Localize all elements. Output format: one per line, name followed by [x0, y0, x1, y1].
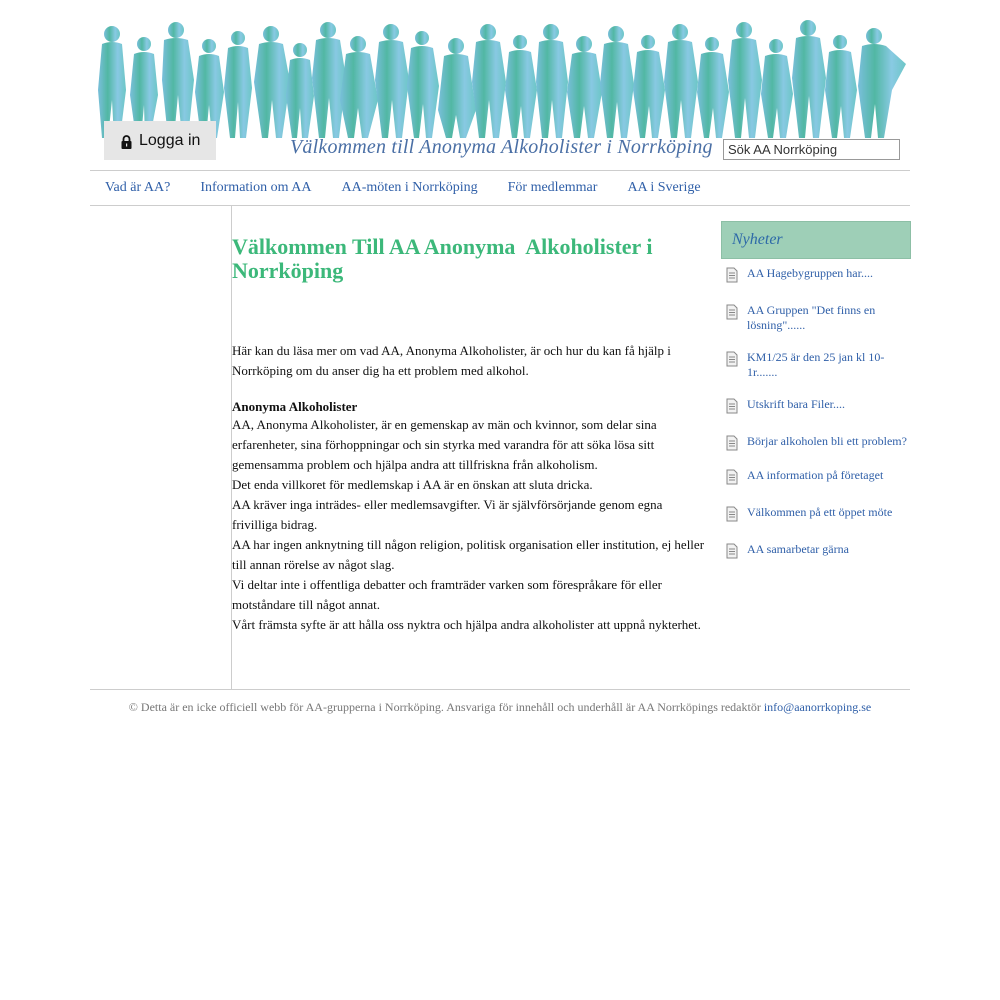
document-icon	[725, 351, 739, 367]
nav-item-aa-i-sverige[interactable]: AA i Sverige	[627, 180, 701, 195]
banner-title: Välkommen till Anonyma Alkoholister i Norrköping	[290, 136, 713, 158]
news-link[interactable]: Utskrift bara Filer....	[747, 397, 845, 411]
nav-item-information-om-aa[interactable]: Information om AA	[200, 180, 312, 195]
paragraph: Vårt främsta syfte är att hålla oss nyktra och hjälpa andra alkoholister att uppnå nykterhet.	[232, 617, 701, 632]
page-title: Välkommen Till AA Anonyma Alkoholister i Norrköping	[232, 234, 659, 283]
intro-text: Här kan du läsa mer om vad AA, Anonyma Alkoholister, är och hur du kan få hjälp i Norrköping om du anser dig ha ett problem med alkohol.	[232, 343, 671, 378]
news-item[interactable]	[721, 392, 911, 414]
paragraph: AA, Anonyma Alkoholister, är en gemenskap av män och kvinnor, som delar sina erfarenheter, sina förhoppningar och sin styrka med varandra för att söka lösa sitt gemensamma problem och hjälpa andra att tillfriskna från alkoholism.	[232, 417, 657, 472]
header	[90, 15, 910, 165]
paragraph: Vi deltar inte i offentliga debatter och framträder varken som förespråkare för eller motståndare till något annat.	[232, 577, 662, 612]
news-item[interactable]	[721, 345, 911, 380]
news-item[interactable]	[721, 261, 911, 283]
news-panel	[721, 221, 911, 559]
nav-item-aa-moten[interactable]: AA-möten i Norrköping	[341, 180, 478, 195]
news-link[interactable]: AA samarbetar gärna	[747, 542, 849, 556]
document-icon	[725, 506, 739, 522]
footer	[90, 700, 910, 715]
news-link[interactable]: KM1/25 är den 25 jan kl 10-1r.......	[747, 350, 885, 379]
document-icon	[725, 398, 739, 414]
news-link[interactable]: Börjar alkoholen bli ett problem?	[747, 434, 907, 448]
section-title: Anonyma Alkoholister	[232, 399, 358, 414]
document-icon	[725, 267, 739, 283]
nav-item-for-medlemmar[interactable]: För medlemmar	[507, 180, 598, 195]
lock-icon	[120, 135, 133, 149]
paragraph: AA kräver inga inträdes- eller medlemsavgifter. Vi är självförsörjande genom egna frivilliga bidrag.	[232, 497, 663, 532]
news-link[interactable]: AA Hagebygruppen har....	[747, 266, 873, 280]
news-item[interactable]	[721, 500, 911, 522]
news-link[interactable]: AA information på företaget	[747, 468, 884, 482]
login-button[interactable]	[104, 121, 216, 160]
news-item[interactable]	[721, 463, 911, 485]
news-item[interactable]	[721, 537, 911, 559]
main-nav	[90, 170, 910, 206]
people-silhouette-banner	[96, 20, 908, 145]
footer-divider	[90, 689, 910, 690]
document-icon	[725, 469, 739, 485]
document-icon	[725, 435, 739, 451]
document-icon	[725, 543, 739, 559]
left-column	[90, 206, 232, 689]
paragraph: AA har ingen anknytning till någon religion, politisk organisation eller institution, ej heller till annan rörelse av något slag.	[232, 537, 705, 572]
news-link[interactable]: Välkommen på ett öppet möte	[747, 505, 893, 519]
document-icon	[725, 304, 739, 320]
main-content	[232, 206, 710, 635]
footer-text: © Detta är en icke officiell webb för AA-grupperna i Norrköping. Ansvariga för innehåll och underhåll är AA Norrköpings redaktör	[128, 700, 764, 714]
news-header: Nyheter	[721, 221, 911, 259]
search-input[interactable]	[723, 139, 900, 160]
news-link[interactable]: AA Gruppen "Det finns en lösning"......	[747, 303, 876, 332]
nav-item-vad-ar-aa[interactable]: Vad är AA?	[105, 180, 171, 195]
news-item[interactable]	[721, 429, 911, 451]
news-item[interactable]	[721, 298, 911, 333]
login-label: Logga in	[139, 131, 201, 149]
footer-email-link[interactable]: info@aanorrkoping.se	[763, 700, 872, 714]
paragraph: Det enda villkoret för medlemskap i AA är en önskan att sluta dricka.	[232, 477, 593, 492]
